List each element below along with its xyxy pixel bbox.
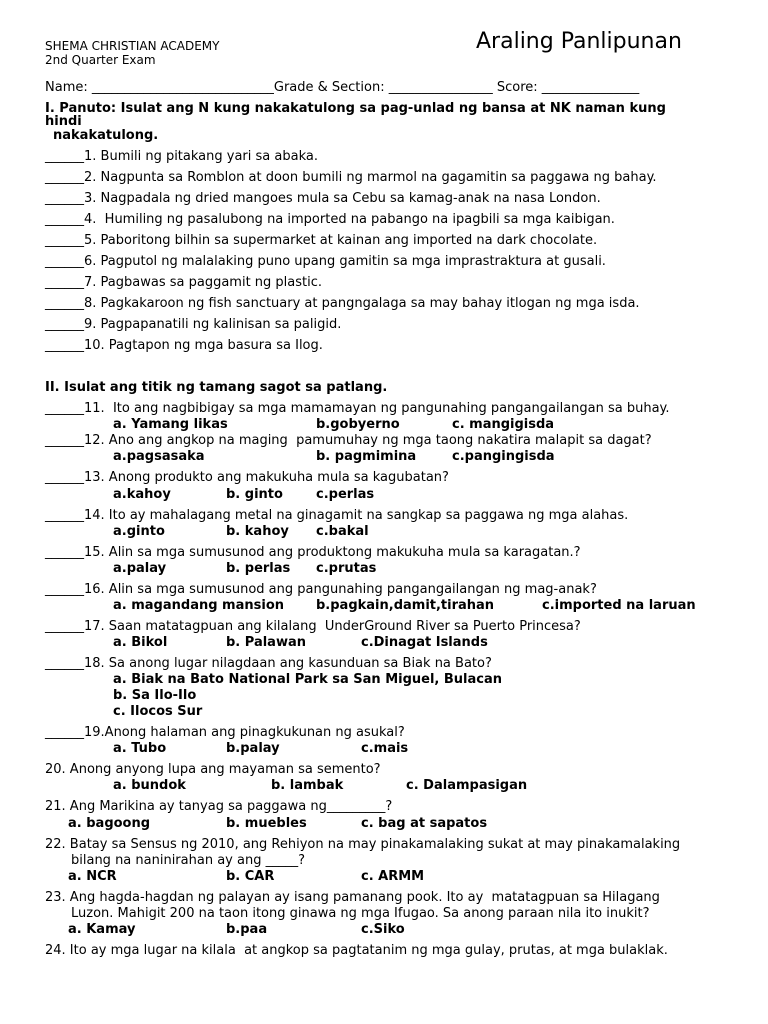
- q13-option-a: a.kahoy: [113, 487, 171, 502]
- q21-option-a: a. bagoong: [68, 816, 151, 831]
- question-21: 21. Ang Marikina ay tanyag sa paggawa ng_________?: [45, 799, 393, 814]
- part1-instruction-line3: nakakatulong.: [53, 128, 159, 143]
- q17-option-b: b. Palawan: [226, 635, 306, 650]
- subject-title: Araling Panlipunan: [476, 29, 682, 54]
- q23-option-a: a. Kamay: [68, 922, 136, 937]
- q16-option-b: b.pagkain,damit,tirahan: [316, 598, 495, 613]
- q22-option-c: c. ARMM: [361, 869, 425, 884]
- question-18: ______18. Sa anong lugar nilagdaan ang kasunduan sa Biak na Bato?: [45, 656, 492, 671]
- q20-option-c: c. Dalampasigan: [406, 778, 528, 793]
- question-15: ______15. Alin sa mga sumusunod ang produktong makukuha mula sa karagatan.?: [45, 545, 581, 560]
- school-name: SHEMA CHRISTIAN ACADEMY: [45, 39, 220, 53]
- q16-option-a: a. magandang mansion: [113, 598, 285, 613]
- item-1: ______1. Bumili ng pitakang yari sa abaka.: [45, 149, 318, 164]
- q21-option-c: c. bag at sapatos: [361, 816, 488, 831]
- question-23-line1: 23. Ang hagda-hagdan ng palayan ay isang pamanang pook. Ito ay matatagpuan sa Hilagang: [45, 890, 660, 905]
- question-14: ______14. Ito ay mahalagang metal na ginagamit na sangkap sa paggawa ng mga alahas.: [45, 508, 629, 523]
- question-11: ______11. Ito ang nagbibigay sa mga mamamayan ng pangunahing pangangailangan sa buhay.: [45, 401, 670, 416]
- item-8: ______8. Pagkakaroon ng fish sanctuary at pangngalaga sa may bahay itlogan ng mga isda.: [45, 296, 640, 311]
- question-24: 24. Ito ay mga lugar na kilala at angkop sa pagtatanim ng mga gulay, prutas, at mga bulaklak.: [45, 943, 668, 958]
- item-6: ______6. Pagputol ng malalaking puno upang gamitin sa mga imprastraktura at gusali.: [45, 254, 606, 269]
- q19-option-a: a. Tubo: [113, 741, 167, 756]
- q19-option-b: b.palay: [226, 741, 280, 756]
- question-22-line2: bilang na naninirahan ay ang _____?: [71, 853, 305, 868]
- q12-option-b: b. pagmimina: [316, 449, 417, 464]
- item-2: ______2. Nagpunta sa Romblon at doon bumili ng marmol na gagamitin sa paggawa ng bahay.: [45, 170, 657, 185]
- q12-option-c: c.pangingisda: [452, 449, 555, 464]
- item-7: ______7. Pagbawas sa paggamit ng plastic.: [45, 275, 323, 290]
- q16-option-c: c.imported na laruan: [542, 598, 696, 613]
- exam-label: 2nd Quarter Exam: [45, 53, 156, 67]
- name-grade-score-line: Name: ____________________________Grade & Section: ________________ Score: _______________: [45, 80, 640, 95]
- q19-option-c: c.mais: [361, 741, 409, 756]
- q18-option-a: a. Biak na Bato National Park sa San Miguel, Bulacan: [113, 672, 503, 687]
- question-16: ______16. Alin sa mga sumusunod ang pangunahing pangangailangan ng mag-anak?: [45, 582, 597, 597]
- question-23-line2: Luzon. Mahigit 200 na taon itong ginawa ng mga Ifugao. Sa anong paraan nila ito inukit?: [71, 906, 650, 921]
- q18-option-b: b. Sa Ilo-Ilo: [113, 688, 197, 703]
- q14-option-a: a.ginto: [113, 524, 165, 539]
- question-12: ______12. Ano ang angkop na maging pamumuhay ng mga taong nakatira malapit sa dagat?: [45, 433, 652, 448]
- q12-option-a: a.pagsasaka: [113, 449, 205, 464]
- q14-option-c: c.bakal: [316, 524, 369, 539]
- q11-option-a: a. Yamang likas: [113, 417, 228, 432]
- part1-instruction-line1: I. Panuto: Isulat ang N kung nakakatulong sa pag-unlad ng bansa at NK naman kung: [45, 101, 666, 116]
- q15-option-c: c.prutas: [316, 561, 377, 576]
- question-13: ______13. Anong produkto ang makukuha mula sa kagubatan?: [45, 470, 449, 485]
- q22-option-a: a. NCR: [68, 869, 117, 884]
- q15-option-a: a.palay: [113, 561, 167, 576]
- q14-option-b: b. kahoy: [226, 524, 289, 539]
- q11-option-c: c. mangigisda: [452, 417, 555, 432]
- part2-instruction: II. Isulat ang titik ng tamang sagot sa patlang.: [45, 380, 388, 395]
- q23-option-b: b.paa: [226, 922, 268, 937]
- item-9: ______9. Pagpapanatili ng kalinisan sa paligid.: [45, 317, 342, 332]
- item-5: ______5. Paboritong bilhin sa supermarket at kainan ang imported na dark chocolate.: [45, 233, 598, 248]
- q13-option-c: c.perlas: [316, 487, 375, 502]
- q15-option-b: b. perlas: [226, 561, 291, 576]
- question-19: ______19.Anong halaman ang pinagkukunan ng asukal?: [45, 725, 405, 740]
- q17-option-a: a. Bikol: [113, 635, 168, 650]
- q11-option-b: b.gobyerno: [316, 417, 400, 432]
- item-10: ______10. Pagtapon ng mga basura sa Ilog.: [45, 338, 323, 353]
- q13-option-b: b. ginto: [226, 487, 283, 502]
- question-20: 20. Anong anyong lupa ang mayaman sa semento?: [45, 762, 381, 777]
- question-22-line1: 22. Batay sa Sensus ng 2010, ang Rehiyon na may pinakamalaking sukat at may pinakamalaking: [45, 837, 681, 852]
- item-4: ______4. Humiling ng pasalubong na imported na pabango na ipagbili sa mga kaibigan.: [45, 212, 615, 227]
- q17-option-c: c.Dinagat Islands: [361, 635, 488, 650]
- question-17: ______17. Saan matatagpuan ang kilalang UnderGround River sa Puerto Princesa?: [45, 619, 581, 634]
- part1-instruction-line2: hindi: [45, 114, 82, 129]
- q22-option-b: b. CAR: [226, 869, 275, 884]
- q20-option-a: a. bundok: [113, 778, 186, 793]
- q21-option-b: b. muebles: [226, 816, 307, 831]
- q20-option-b: b. lambak: [271, 778, 344, 793]
- q18-option-c: c. Ilocos Sur: [113, 704, 203, 719]
- q23-option-c: c.Siko: [361, 922, 405, 937]
- item-3: ______3. Nagpadala ng dried mangoes mula sa Cebu sa kamag-anak na nasa London.: [45, 191, 601, 206]
